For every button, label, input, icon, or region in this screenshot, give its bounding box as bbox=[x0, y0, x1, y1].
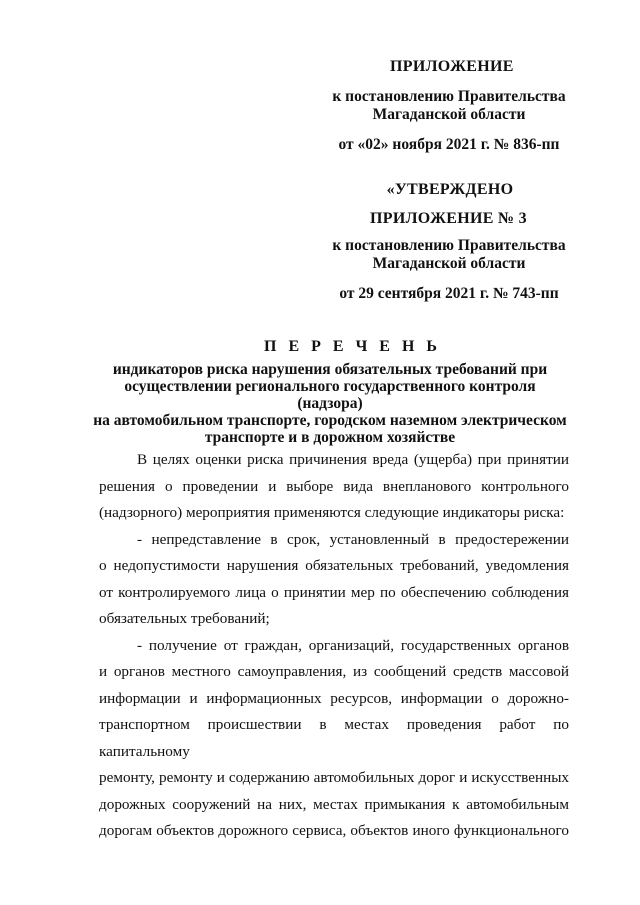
text-line: транспортном происшествии в местах проведения работ по капитальному bbox=[99, 716, 569, 760]
text-line: решения о проведении и выборе вида внепланового контрольного bbox=[99, 477, 569, 495]
text-line: - непредставление в срок, установленный в предостережении bbox=[137, 530, 569, 548]
appendix-title: ПРИЛОЖЕНИЕ bbox=[390, 58, 514, 75]
text-line: ремонту, ремонту и содержанию автомобильных дорог и искусственных bbox=[99, 769, 569, 786]
text-line: обязательных требований; bbox=[99, 610, 270, 627]
appendix-ref-line1: к постановлению Правительства bbox=[332, 88, 566, 105]
approved-label: «УТВЕРЖДЕНО bbox=[386, 181, 514, 198]
paragraph bbox=[99, 447, 569, 527]
text-line: информации и информационных ресурсов, информации о дорожно- bbox=[99, 689, 569, 707]
appendix-date-line: от «02» ноября 2021 г. № 836-пп bbox=[338, 136, 560, 153]
text-line: - получение от граждан, организаций, государственных органов bbox=[137, 636, 569, 654]
text-line: о недопустимости нарушения обязательных требований, уведомления bbox=[99, 557, 569, 574]
text-line: от контролируемого лица о принятии мер по обеспечению соблюдения bbox=[99, 583, 569, 601]
paragraph bbox=[99, 527, 569, 633]
body-text bbox=[99, 447, 569, 845]
text-line: и органов местного самоуправления, из сообщений средств массовой bbox=[99, 663, 569, 680]
document-heading: П Е Р Е Ч Е Н Ь bbox=[264, 338, 441, 355]
approved-appendix-title: ПРИЛОЖЕНИЕ № 3 bbox=[370, 210, 527, 227]
subtitle-line: на автомобильном транспорте, городском наземном электрическом bbox=[93, 412, 567, 429]
text-line: (надзорного) мероприятия применяются следующие индикаторы риска: bbox=[99, 504, 565, 521]
subtitle-line: индикаторов риска нарушения обязательных требований при bbox=[112, 361, 548, 378]
approved-ref-line2: Магаданской области bbox=[372, 255, 526, 272]
text-line: В целях оценки риска причинения вреда (ущерба) при принятии bbox=[137, 451, 569, 468]
appendix-ref-line2: Магаданской области bbox=[372, 106, 526, 123]
approved-date-line: от 29 сентября 2021 г. № 743-пп bbox=[339, 285, 559, 302]
paragraph bbox=[99, 633, 569, 845]
subtitle-line: осуществлении регионального государственного контроля (надзора) bbox=[124, 378, 536, 412]
approved-ref-line1: к постановлению Правительства bbox=[332, 237, 566, 254]
subtitle-line: транспорте и в дорожном хозяйстве bbox=[204, 429, 456, 446]
text-line: дорогам объектов дорожного сервиса, объектов иного функционального bbox=[99, 822, 569, 839]
document-subtitle bbox=[90, 361, 570, 446]
text-line: дорожных сооружений на них, местах примыкания к автомобильным bbox=[99, 795, 569, 813]
